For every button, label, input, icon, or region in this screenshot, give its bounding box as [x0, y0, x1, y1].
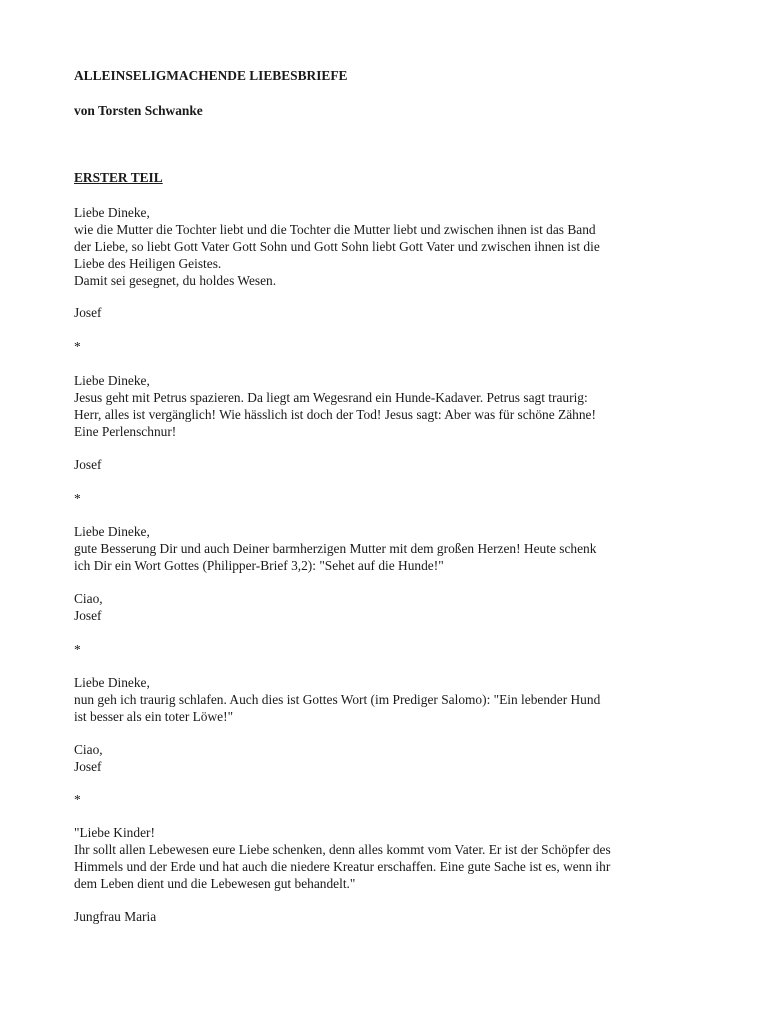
letter-line: Jesus geht mit Petrus spazieren. Da liegt am Wegesrand ein Hunde-Kadaver. Petrus sagt traurig:	[74, 390, 588, 405]
signature-line: Ciao,	[74, 742, 103, 757]
letter-5-signature	[74, 908, 714, 925]
letter-5-body	[74, 824, 714, 892]
letter-2-separator	[74, 490, 714, 507]
letter-line: ist besser als ein toter Löwe!"	[74, 709, 234, 724]
letter-1-separator	[74, 338, 714, 355]
letter-3-body	[74, 523, 714, 574]
letter-line: nun geh ich traurig schlafen. Auch dies ist Gottes Wort (im Prediger Salomo): "Ein lebender Hund	[74, 692, 601, 707]
separator: *	[74, 642, 81, 657]
document-page	[74, 67, 714, 924]
letter-3-separator	[74, 641, 714, 658]
letter-4-body	[74, 674, 714, 725]
section-heading: ERSTER TEIL	[74, 170, 163, 185]
letter-4-separator	[74, 791, 714, 808]
letter-line: Liebe des Heiligen Geistes.	[74, 256, 222, 271]
document-author: von Torsten Schwanke	[74, 103, 203, 118]
letter-line: Ihr sollt allen Lebewesen eure Liebe schenken, denn alles kommt vom Vater. Er ist der Schöpfer des	[74, 842, 611, 857]
document-title: ALLEINSELIGMACHENDE LIEBESBRIEFE	[74, 68, 348, 83]
letter-1-signature	[74, 304, 714, 321]
letter-line: Liebe Dineke,	[74, 373, 150, 388]
letter-line: ich Dir ein Wort Gottes (Philipper-Brief 3,2): "Sehet auf die Hunde!"	[74, 558, 444, 573]
signature-line: Josef	[74, 457, 102, 472]
letter-line: dem Leben dient und die Lebewesen gut behandelt."	[74, 876, 356, 891]
letter-line: Liebe Dineke,	[74, 675, 150, 690]
letter-line: Liebe Dineke,	[74, 524, 150, 539]
signature-line: Josef	[74, 608, 102, 623]
letter-line: Herr, alles ist vergänglich! Wie hässlich ist doch der Tod! Jesus sagt: Aber was für schöne Zähne!	[74, 407, 596, 422]
letter-3-signature	[74, 590, 714, 624]
letter-line: "Liebe Kinder!	[74, 825, 155, 840]
letter-1-body	[74, 204, 714, 289]
letter-line: Damit sei gesegnet, du holdes Wesen.	[74, 273, 277, 288]
signature-line: Josef	[74, 759, 102, 774]
letter-line: Himmels und der Erde und hat auch die niedere Kreatur erschaffen. Eine gute Sache ist es, wenn ihr	[74, 859, 611, 874]
letter-4-signature	[74, 741, 714, 775]
letter-line: Eine Perlenschnur!	[74, 424, 177, 439]
signature-line: Jungfrau Maria	[74, 909, 157, 924]
separator: *	[74, 792, 81, 807]
separator: *	[74, 491, 81, 506]
letter-line: der Liebe, so liebt Gott Vater Gott Sohn und Gott Sohn liebt Gott Vater und zwischen ihnen ist die	[74, 239, 600, 254]
letter-line: gute Besserung Dir und auch Deiner barmherzigen Mutter mit dem großen Herzen! Heute schenk	[74, 541, 597, 556]
signature-line: Josef	[74, 305, 102, 320]
letter-2-signature	[74, 456, 714, 473]
separator: *	[74, 339, 81, 354]
letter-line: Liebe Dineke,	[74, 205, 150, 220]
letter-line: wie die Mutter die Tochter liebt und die Tochter die Mutter liebt und zwischen ihnen ist das Band	[74, 222, 596, 237]
signature-line: Ciao,	[74, 591, 103, 606]
letter-2-body	[74, 372, 714, 440]
